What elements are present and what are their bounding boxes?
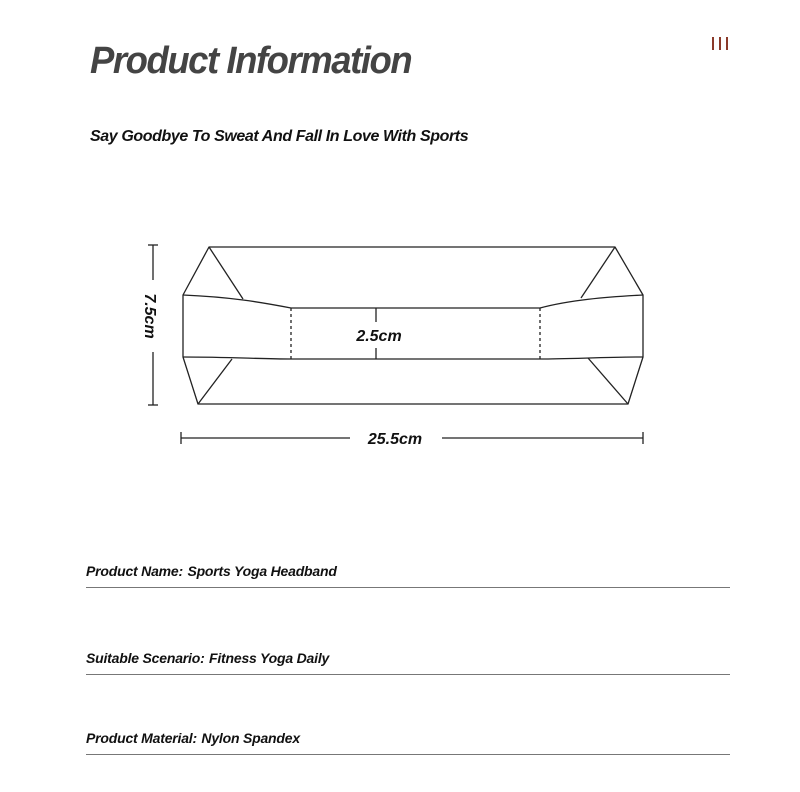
spec-row-suitable-scenario — [86, 650, 730, 675]
fold-line-bottom-left — [198, 359, 232, 404]
headband-top-fold — [183, 295, 643, 308]
fold-line-top-left — [209, 247, 243, 299]
spec-row-product-name — [86, 563, 730, 588]
page-title: Product Information — [90, 40, 412, 82]
spec-value: Nylon Spandex — [201, 730, 300, 746]
height-label: 7.5cm — [141, 293, 158, 339]
spec-value: Sports Yoga Headband — [187, 563, 337, 579]
spec-value: Fitness Yoga Daily — [209, 650, 330, 666]
spec-label: Suitable Scenario: — [86, 650, 205, 666]
fold-line-top-right — [581, 247, 615, 298]
fold-line-bottom-right — [588, 358, 628, 404]
page-subtitle: Say Goodbye To Sweat And Fall In Love With Sports — [90, 128, 469, 145]
spec-label: Product Material: — [86, 730, 197, 746]
headband-bottom-fold — [183, 357, 643, 359]
band-width-label: 2.5cm — [356, 328, 402, 345]
length-label: 25.5cm — [367, 431, 423, 448]
spec-label: Product Name: — [86, 563, 183, 579]
headband-outer-shape — [183, 247, 643, 404]
spec-row-product-material — [86, 730, 730, 755]
headband-outline — [183, 247, 643, 404]
